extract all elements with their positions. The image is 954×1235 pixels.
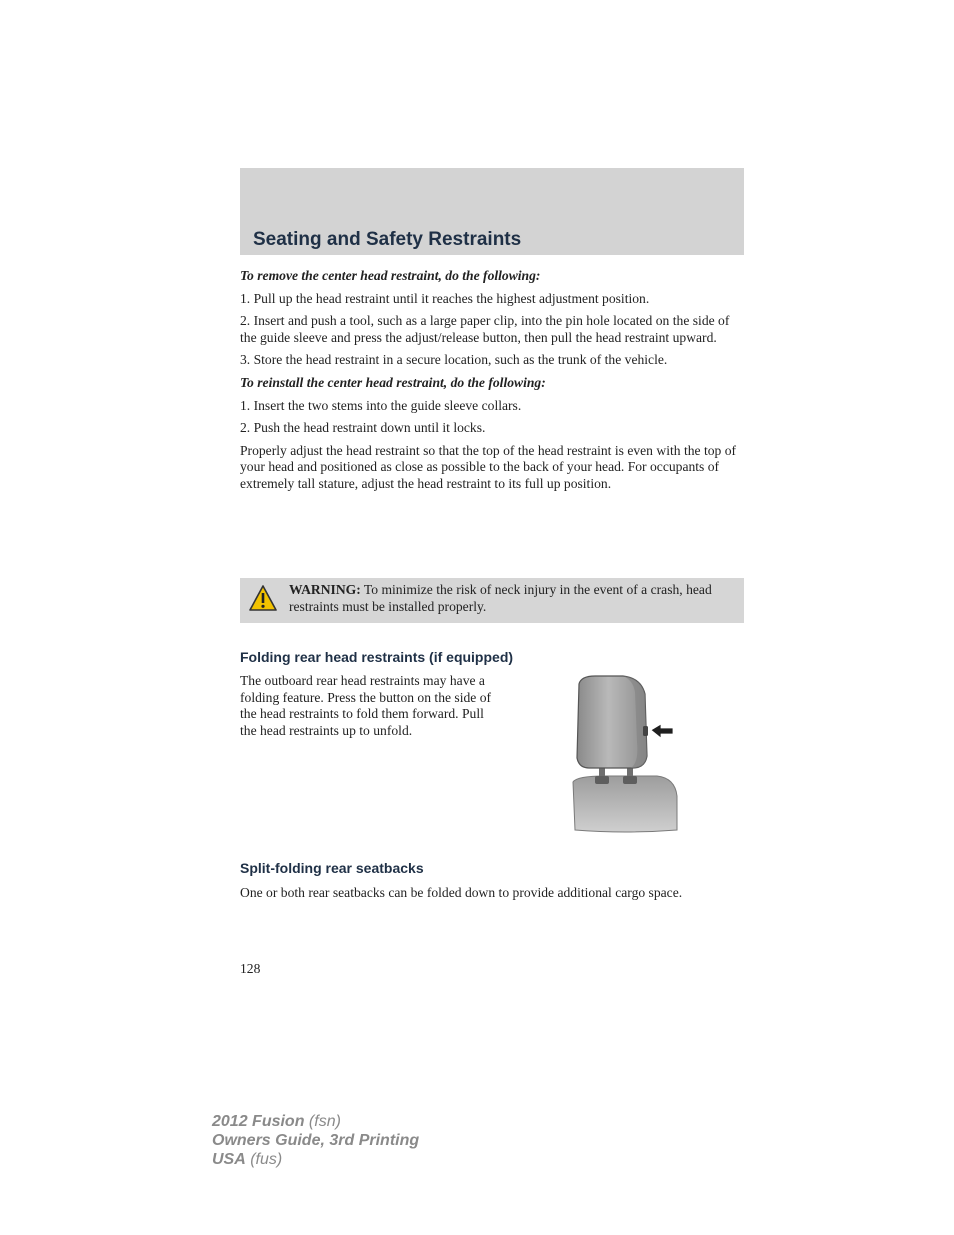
footer-model: 2012 Fusion [212, 1113, 305, 1130]
footer-model-code: (fsn) [304, 1113, 341, 1130]
footer-market-code: (fus) [245, 1151, 283, 1168]
reinstall-step-2: 2. Push the head restraint down until it locks. [240, 420, 486, 436]
section-header-band [240, 168, 744, 255]
remove-instructions-lead: To remove the center head restraint, do the following: [240, 268, 541, 283]
document-footer [212, 1112, 419, 1169]
page-number: 128 [240, 961, 261, 976]
remove-step-3: 3. Store the head restraint in a secure location, such as the trunk of the vehicle. [240, 352, 668, 368]
warning-text [289, 582, 738, 615]
split-folding-heading: Split-folding rear seatbacks [240, 860, 424, 876]
warning-box [240, 578, 744, 623]
reinstall-step-1: 1. Insert the two stems into the guide sleeve collars. [240, 397, 522, 413]
remove-step-1: 1. Pull up the head restraint until it reaches the highest adjustment position. [240, 290, 650, 306]
warning-label: WARNING: [289, 582, 361, 597]
split-folding-body: One or both rear seatbacks can be folded down to provide additional cargo space. [240, 885, 683, 900]
reinstall-instructions-lead: To reinstall the center head restraint, do the following: [240, 374, 546, 390]
main-content [240, 268, 744, 499]
adjust-paragraph: Properly adjust the head restraint so that the top of the head restraint is even with the top of your head and positioned as close as possible to the back of your head. For occupants of extremely tall stature, adjust the head restraint to its full up position. [240, 442, 737, 491]
head-restraint-illustration [565, 672, 685, 837]
footer-line-3 [212, 1150, 419, 1169]
warning-triangle-icon [248, 584, 278, 612]
remove-step-2: 2. Insert and push a tool, such as a large paper clip, into the pin hole located on the side of the guide sleeve and press the adjust/release button, then pull the head restraint upward. [240, 313, 730, 345]
footer-market: USA [212, 1151, 246, 1168]
section-title: Seating and Safety Restraints [253, 229, 522, 250]
footer-line-1 [212, 1112, 419, 1131]
footer-line-2: Owners Guide, 3rd Printing [212, 1132, 420, 1149]
warning-message: To minimize the risk of neck injury in the event of a crash, head restraints must be installed properly. [289, 582, 712, 614]
folding-body: The outboard rear head restraints may have a folding feature. Press the button on the side of the head restraints to fold them forward. Pull the head restraints up to unfold. [240, 673, 492, 738]
folding-heading: Folding rear head restraints (if equipped) [240, 649, 514, 665]
